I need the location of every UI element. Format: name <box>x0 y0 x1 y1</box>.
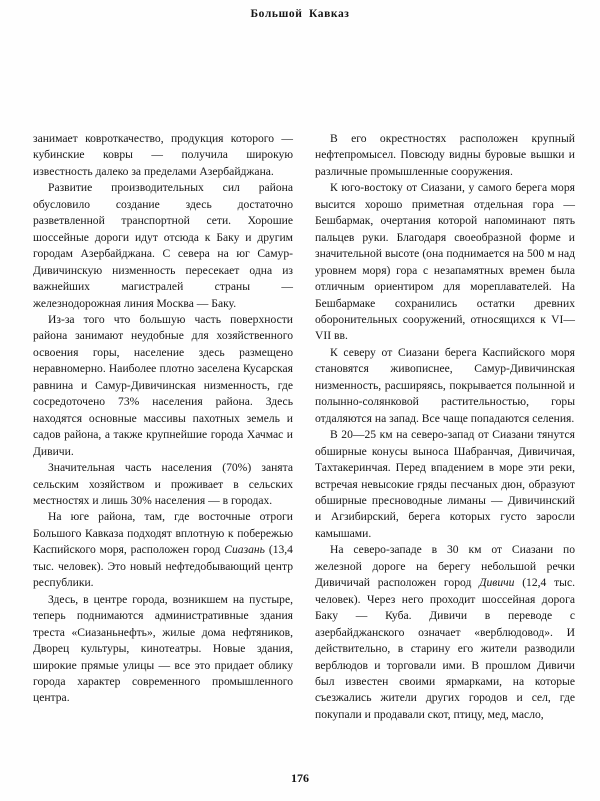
text-run: К юго-востоку от Сиазани, у самого берега моря высится хорошо приметная отдельная гора — Бешбармак, очертания которой напоминают пять пальцев руки. Благодаря своеобразной форме и значительной высоте (она поднимается на 500 м над уровнем моря) гора с незапамятных времен была отличным ориентиром для мореплавателей. На Бешбармаке сохранились остатки древних оборонительных сооружений, относящихся к VI—VII вв. <box>315 181 575 343</box>
text-run: (12,4 тыс. человек). Через него проходит шоссейная дорога Баку — Куба. Дивичи в переводе с азербайджанского означает «верблюдовод». И действительно, в старину его жители разводили верблюдов и торговали ими. В прошлом Дивичи был известен своими ярмарками, на которые съезжались жители других городов и сел, где покупали и продавали скот, птицу, мед, масло, <box>315 576 575 721</box>
text-run: В 20—25 км на северо-запад от Сиазани тянутся обширные конусы выноса Шабранчая, Дивичичая, Тахтакеринчая. Перед впадением в море эти реки, встречая невысокие гряды песчаных дюн, образуют обширные пресноводные лиманы — Дивичинский и Агзибирский, берега которых густо заросли камышами. <box>315 428 575 540</box>
body-columns <box>33 131 575 723</box>
text-run: Из-за того что большую часть поверхности района занимают неудобные для хозяйственного освоения горы, население здесь размещено неравномерно. Наиболее плотно заселена Кусарская равнина и Самур-Дивичинская низменность, где сосредоточено 73% населения района. Здесь находятся основные массивы пахотных земель и садов района, а также крупнейшие города Хачмас и Дивичи. <box>33 312 293 458</box>
paragraph <box>315 427 575 542</box>
text-run: Значительная часть населения (70%) занята сельским хозяйством и проживает в сельских местностях и лишь 30% населения — в городах. <box>33 461 293 507</box>
text-run: занимает ковроткачество, продукция которого — кубинские ковры — получила широкую известность далеко за пределами Азербайджана. <box>33 132 293 178</box>
place-name-italic: Сиазань <box>224 543 265 557</box>
page-number: 176 <box>291 771 309 785</box>
text-run: (13,4 тыс. человек). Это новый нефтедобывающий центр республики. <box>33 543 293 590</box>
place-name-italic: Дивичи <box>479 576 515 590</box>
paragraph <box>33 131 293 180</box>
paragraph <box>315 345 575 427</box>
text-run: На юге района, там, где восточные отроги Большого Кавказа подходят вплотную к побережью Каспийского моря, расположен город <box>33 510 293 557</box>
paragraph <box>33 509 293 591</box>
text-run: Развитие производительных сил района обусловило создание здесь достаточно разветвленной транспортной сети. Хорошие шоссейные дороги идут отсюда к Баку и другим городам Азербайджана. С севера на юг Самур-Дивичинскую низменность пересекает одна из важнейших магистралей страны — железнодорожная линия Москва — Баку. <box>33 181 293 310</box>
text-run: На северо-западе в 30 км от Сиазани по железной дороге на берегу небольшой речки Дивичичай расположен город <box>315 543 575 590</box>
text-run: К северу от Сиазани берега Каспийского моря становятся живописнее, Самур-Дивичинская низменность, расширяясь, покрывается полынной и полынно-солянковой растительностью, горы отдаляются на запад. Все чаще попадаются селения. <box>315 345 575 425</box>
paragraph <box>315 131 575 180</box>
running-head: Большой Кавказ <box>250 8 350 20</box>
text-run: Здесь, в центре города, возникшем на пустыре, теперь поднимаются административные здания треста «Сиазаньнефть», жилые дома нефтяников, Дворец культуры, кинотеатры. Новые здания, широкие прямые улицы — все это придает облику города характер современного промышленного центра. <box>33 592 293 705</box>
paragraph <box>315 542 575 723</box>
text-run: В его окрестностях расположен крупный нефтепромысел. Повсюду видны буровые вышки и различные промышленные сооружения. <box>315 132 575 178</box>
paragraph <box>33 180 293 312</box>
text-column-left <box>33 131 293 723</box>
text-column-right <box>315 131 575 723</box>
paragraph <box>33 312 293 460</box>
paragraph <box>33 460 293 509</box>
paragraph <box>315 180 575 345</box>
paragraph <box>33 592 293 707</box>
